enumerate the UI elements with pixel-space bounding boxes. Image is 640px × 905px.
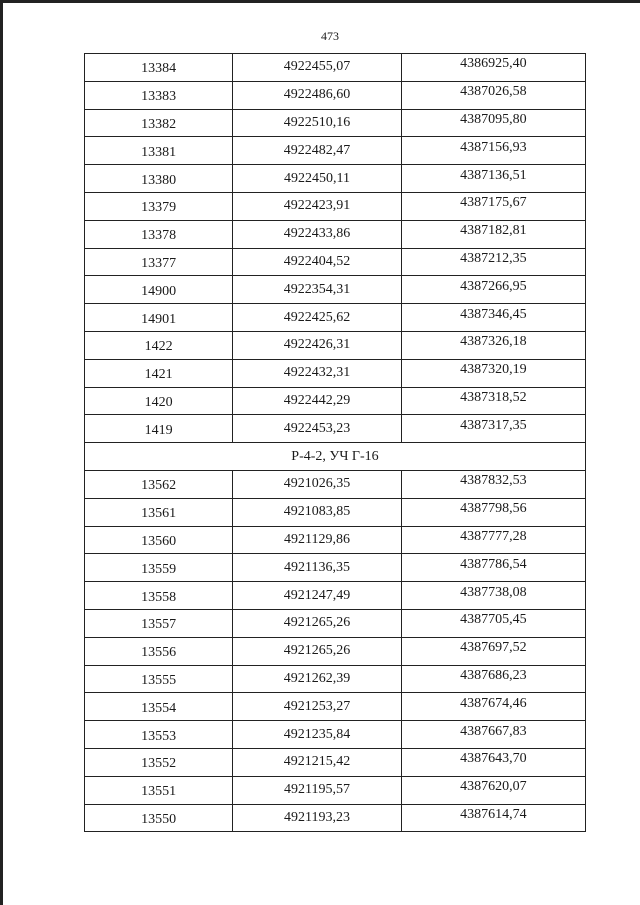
x-coordinate-cell — [233, 470, 401, 498]
y-coordinate-cell — [401, 192, 585, 220]
y-coordinate-value: 4386925,40 — [460, 56, 527, 72]
x-coordinate-cell — [233, 387, 401, 415]
point-number-value: 13559 — [141, 561, 177, 577]
section-header-cell — [85, 443, 586, 471]
point-number-cell — [85, 137, 233, 165]
x-coordinate-cell — [233, 165, 401, 193]
point-number-cell — [85, 721, 233, 749]
point-number-value: 14901 — [141, 311, 177, 327]
point-number-value: 13556 — [141, 645, 177, 661]
y-coordinate-cell — [401, 109, 585, 137]
x-coordinate-value: 4922354,31 — [283, 281, 351, 297]
y-coordinate-cell — [401, 415, 585, 443]
x-coordinate-cell — [233, 554, 401, 582]
point-number-value: 13558 — [141, 589, 177, 605]
point-number-cell — [85, 304, 233, 332]
x-coordinate-cell — [233, 776, 401, 804]
y-coordinate-cell — [401, 776, 585, 804]
y-coordinate-value: 4387136,51 — [460, 167, 527, 183]
point-number-value: 13550 — [141, 811, 177, 827]
table-row — [85, 721, 586, 749]
y-coordinate-cell — [401, 54, 585, 82]
coordinates-table-body — [85, 54, 586, 832]
y-coordinate-value: 4387175,67 — [460, 195, 527, 211]
point-number-cell — [85, 776, 233, 804]
point-number-value: 14900 — [141, 283, 177, 299]
y-coordinate-cell — [401, 137, 585, 165]
point-number-cell — [85, 637, 233, 665]
y-coordinate-value: 4387667,83 — [460, 723, 527, 739]
x-coordinate-value: 4922455,07 — [283, 59, 351, 75]
point-number-value: 1421 — [144, 367, 173, 383]
point-number-value: 13380 — [141, 172, 177, 188]
y-coordinate-cell — [401, 165, 585, 193]
y-coordinate-value: 4387674,46 — [460, 695, 527, 711]
table-row — [85, 165, 586, 193]
x-coordinate-cell — [233, 693, 401, 721]
point-number-cell — [85, 526, 233, 554]
point-number-value: 1420 — [144, 394, 173, 410]
table-row — [85, 276, 586, 304]
point-number-cell — [85, 81, 233, 109]
x-coordinate-value: 4921215,42 — [283, 754, 351, 770]
table-row — [85, 54, 586, 82]
point-number-value: 13377 — [141, 255, 177, 271]
point-number-cell — [85, 359, 233, 387]
y-coordinate-cell — [401, 248, 585, 276]
table-row — [85, 359, 586, 387]
table-row — [85, 776, 586, 804]
x-coordinate-value: 4922442,29 — [283, 392, 351, 408]
point-number-value: 13562 — [141, 478, 177, 494]
x-coordinate-cell — [233, 582, 401, 610]
y-coordinate-value: 4387777,28 — [460, 528, 527, 544]
point-number-cell — [85, 804, 233, 832]
x-coordinate-value: 4922486,60 — [283, 87, 351, 103]
point-number-cell — [85, 331, 233, 359]
x-coordinate-value: 4922432,31 — [283, 365, 351, 381]
table-row — [85, 748, 586, 776]
y-coordinate-cell — [401, 721, 585, 749]
y-coordinate-cell — [401, 81, 585, 109]
y-coordinate-cell — [401, 665, 585, 693]
y-coordinate-value: 4387318,52 — [460, 389, 527, 405]
x-coordinate-value: 4921193,23 — [284, 809, 350, 825]
x-coordinate-cell — [233, 81, 401, 109]
y-coordinate-cell — [401, 637, 585, 665]
x-coordinate-value: 4922423,91 — [283, 198, 351, 214]
table-row — [85, 554, 586, 582]
y-coordinate-value: 4387786,54 — [460, 556, 527, 572]
y-coordinate-value: 4387320,19 — [460, 362, 527, 378]
x-coordinate-value: 4921253,27 — [283, 698, 351, 714]
y-coordinate-cell — [401, 804, 585, 832]
x-coordinate-cell — [233, 665, 401, 693]
x-coordinate-cell — [233, 331, 401, 359]
table-row — [85, 137, 586, 165]
x-coordinate-cell — [233, 526, 401, 554]
table-row — [85, 415, 586, 443]
point-number-value: 13382 — [141, 116, 177, 132]
table-row — [85, 248, 586, 276]
coordinates-table — [84, 53, 586, 832]
y-coordinate-cell — [401, 498, 585, 526]
y-coordinate-cell — [401, 554, 585, 582]
table-row — [85, 526, 586, 554]
x-coordinate-value: 4922453,23 — [283, 420, 351, 436]
y-coordinate-cell — [401, 526, 585, 554]
x-coordinate-value: 4921247,49 — [283, 587, 351, 603]
y-coordinate-cell — [401, 582, 585, 610]
point-number-cell — [85, 554, 233, 582]
point-number-value: 13551 — [141, 784, 177, 800]
y-coordinate-value: 4387266,95 — [460, 278, 527, 294]
y-coordinate-value: 4387326,18 — [460, 334, 527, 350]
point-number-cell — [85, 582, 233, 610]
x-coordinate-value: 4922510,16 — [283, 114, 351, 130]
table-row — [85, 582, 586, 610]
point-number-cell — [85, 54, 233, 82]
point-number-value: 13554 — [141, 700, 177, 716]
point-number-cell — [85, 415, 233, 443]
point-number-value: 1422 — [144, 339, 173, 355]
y-coordinate-value: 4387697,52 — [460, 640, 527, 656]
y-coordinate-cell — [401, 220, 585, 248]
point-number-cell — [85, 276, 233, 304]
point-number-cell — [85, 609, 233, 637]
table-row — [85, 665, 586, 693]
point-number-value: 13383 — [141, 89, 177, 105]
section-title: Р-4-2, УЧ Г-16 — [291, 448, 379, 464]
x-coordinate-value: 4922482,47 — [283, 142, 351, 158]
point-number-cell — [85, 109, 233, 137]
y-coordinate-value: 4387346,45 — [460, 306, 527, 322]
table-row — [85, 109, 586, 137]
y-coordinate-cell — [401, 359, 585, 387]
x-coordinate-value: 4921083,85 — [283, 504, 351, 520]
point-number-cell — [85, 693, 233, 721]
table-row — [85, 331, 586, 359]
y-coordinate-value: 4387705,45 — [460, 612, 527, 628]
y-coordinate-cell — [401, 387, 585, 415]
section-header-row — [85, 443, 586, 471]
point-number-cell — [85, 192, 233, 220]
y-coordinate-value: 4387212,35 — [460, 250, 527, 266]
x-coordinate-cell — [233, 276, 401, 304]
point-number-value: 13557 — [141, 617, 177, 633]
x-coordinate-cell — [233, 192, 401, 220]
x-coordinate-cell — [233, 609, 401, 637]
point-number-value: 13381 — [141, 144, 177, 160]
point-number-value: 1419 — [144, 422, 173, 438]
x-coordinate-value: 4921265,26 — [283, 615, 351, 631]
y-coordinate-value: 4387182,81 — [460, 223, 527, 239]
y-coordinate-value: 4387026,58 — [460, 84, 527, 100]
x-coordinate-cell — [233, 359, 401, 387]
y-coordinate-value: 4387156,93 — [460, 139, 527, 155]
x-coordinate-value: 4922433,86 — [283, 226, 351, 242]
x-coordinate-cell — [233, 54, 401, 82]
y-coordinate-value: 4387686,23 — [460, 667, 527, 683]
y-coordinate-cell — [401, 304, 585, 332]
y-coordinate-value: 4387832,53 — [460, 473, 527, 489]
point-number-value: 13384 — [141, 61, 177, 77]
point-number-value: 13555 — [141, 672, 177, 688]
x-coordinate-cell — [233, 304, 401, 332]
y-coordinate-value: 4387620,07 — [460, 779, 527, 795]
point-number-value: 13560 — [141, 533, 177, 549]
point-number-value: 13561 — [141, 506, 177, 522]
x-coordinate-cell — [233, 498, 401, 526]
y-coordinate-value: 4387095,80 — [460, 111, 527, 127]
point-number-value: 13378 — [141, 228, 177, 244]
y-coordinate-value: 4387643,70 — [460, 751, 527, 767]
x-coordinate-value: 4921265,26 — [283, 643, 351, 659]
table-row — [85, 498, 586, 526]
table-row — [85, 804, 586, 832]
table-row — [85, 637, 586, 665]
point-number-cell — [85, 498, 233, 526]
point-number-value: 13553 — [141, 728, 177, 744]
table-row — [85, 81, 586, 109]
x-coordinate-value: 4922450,11 — [284, 170, 350, 186]
y-coordinate-cell — [401, 748, 585, 776]
x-coordinate-value: 4921195,57 — [284, 782, 350, 798]
x-coordinate-cell — [233, 804, 401, 832]
y-coordinate-cell — [401, 331, 585, 359]
point-number-cell — [85, 470, 233, 498]
x-coordinate-cell — [233, 248, 401, 276]
x-coordinate-cell — [233, 637, 401, 665]
x-coordinate-value: 4921136,35 — [284, 559, 350, 575]
point-number-cell — [85, 748, 233, 776]
x-coordinate-cell — [233, 220, 401, 248]
x-coordinate-cell — [233, 721, 401, 749]
y-coordinate-cell — [401, 276, 585, 304]
table-row — [85, 387, 586, 415]
point-number-cell — [85, 387, 233, 415]
point-number-value: 13552 — [141, 756, 177, 772]
page-number: 473 — [321, 29, 339, 43]
y-coordinate-cell — [401, 693, 585, 721]
y-coordinate-cell — [401, 470, 585, 498]
point-number-cell — [85, 165, 233, 193]
x-coordinate-value: 4921262,39 — [283, 670, 351, 686]
point-number-value: 13379 — [141, 200, 177, 216]
x-coordinate-value: 4921026,35 — [283, 476, 351, 492]
x-coordinate-cell — [233, 748, 401, 776]
x-coordinate-value: 4922426,31 — [283, 337, 351, 353]
x-coordinate-value: 4922404,52 — [283, 253, 351, 269]
table-row — [85, 609, 586, 637]
point-number-cell — [85, 248, 233, 276]
x-coordinate-cell — [233, 109, 401, 137]
scan-edge-top — [0, 0, 640, 3]
x-coordinate-cell — [233, 415, 401, 443]
scan-edge-left — [0, 0, 3, 905]
table-row — [85, 693, 586, 721]
y-coordinate-value: 4387317,35 — [460, 417, 527, 433]
x-coordinate-cell — [233, 137, 401, 165]
x-coordinate-value: 4921129,86 — [284, 531, 350, 547]
y-coordinate-value: 4387614,74 — [460, 806, 527, 822]
table-row — [85, 304, 586, 332]
point-number-cell — [85, 220, 233, 248]
point-number-cell — [85, 665, 233, 693]
table-row — [85, 470, 586, 498]
y-coordinate-value: 4387798,56 — [460, 501, 527, 517]
y-coordinate-value: 4387738,08 — [460, 584, 527, 600]
table-row — [85, 220, 586, 248]
x-coordinate-value: 4921235,84 — [283, 726, 351, 742]
y-coordinate-cell — [401, 609, 585, 637]
x-coordinate-value: 4922425,62 — [283, 309, 351, 325]
table-row — [85, 192, 586, 220]
